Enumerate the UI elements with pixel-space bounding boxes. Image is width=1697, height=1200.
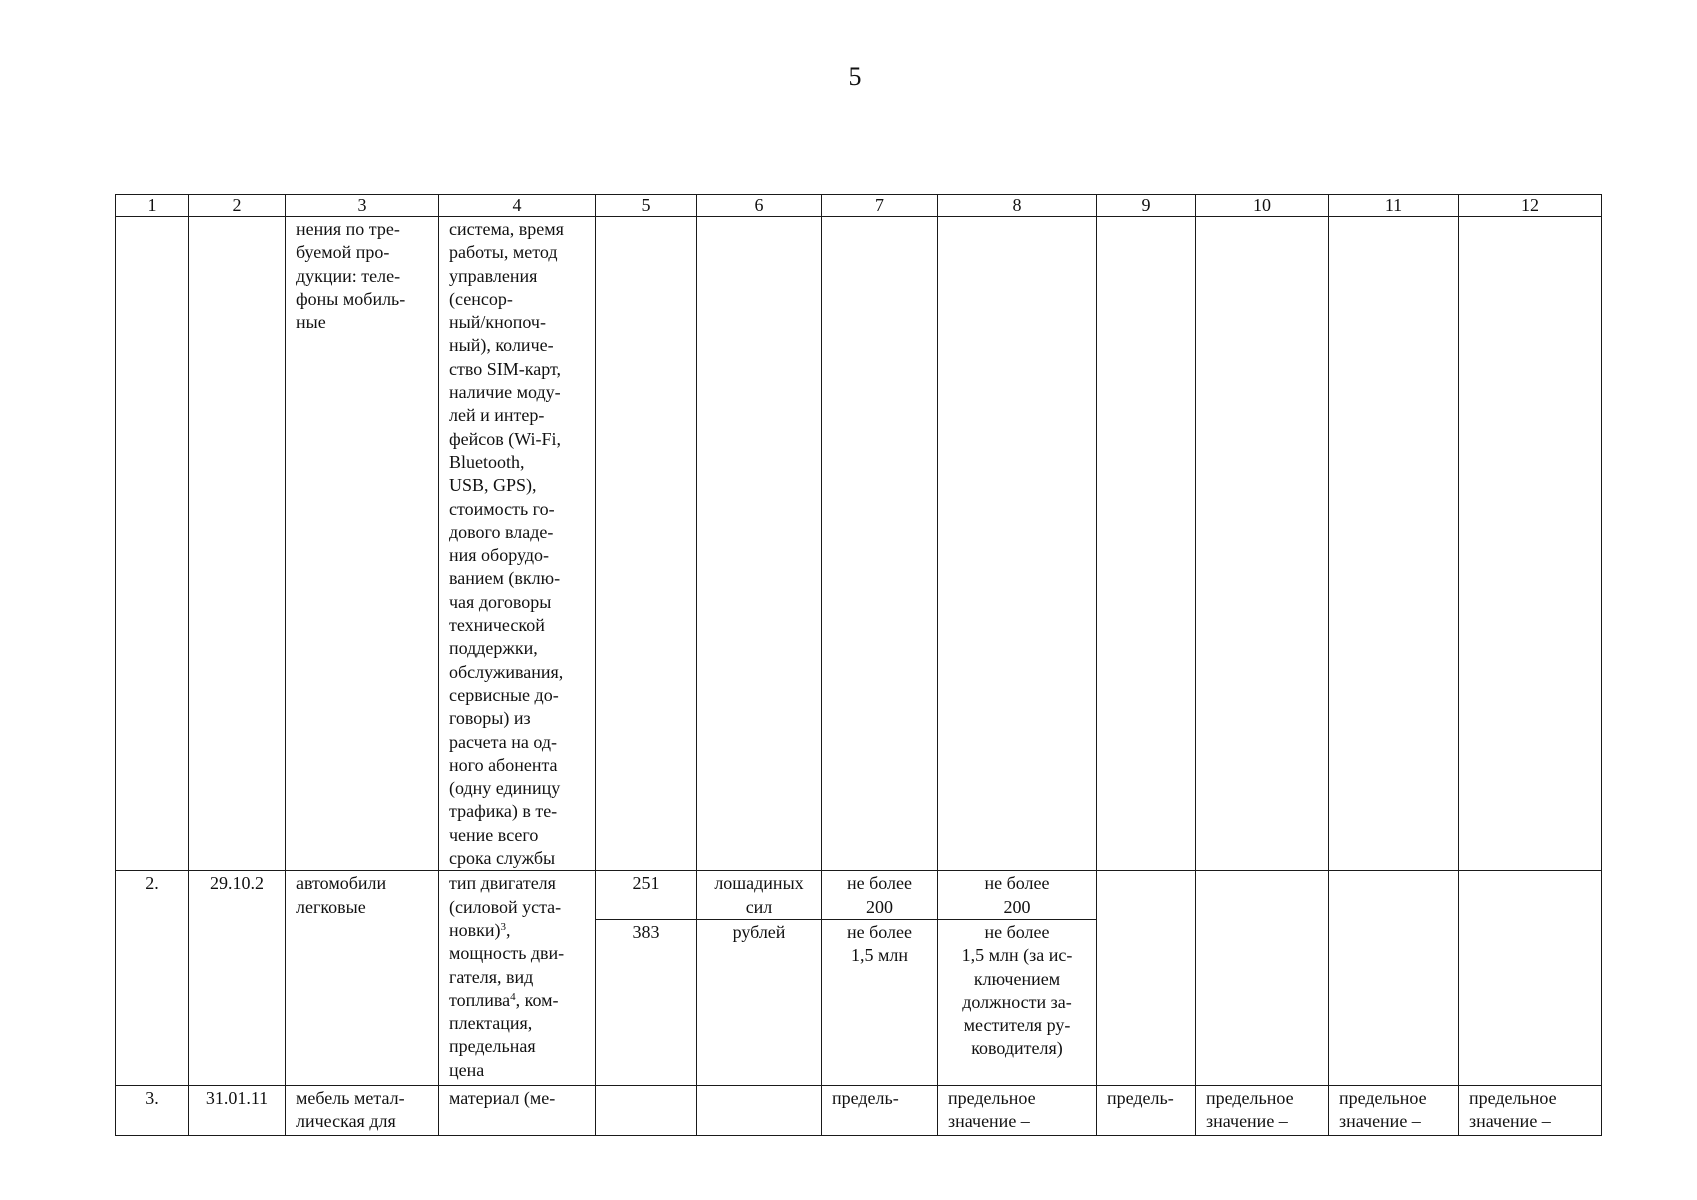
- header-cell: 10: [1196, 195, 1329, 217]
- cell-value: предельное значение –: [1196, 1085, 1329, 1135]
- cell-code: [189, 217, 286, 871]
- header-cell: 3: [286, 195, 439, 217]
- header-cell: 9: [1097, 195, 1196, 217]
- cell-num: [116, 217, 189, 871]
- cell-empty: [697, 217, 822, 871]
- cell-value: предель-: [822, 1085, 938, 1135]
- cell-empty: [697, 1085, 822, 1135]
- header-cell: 1: [116, 195, 189, 217]
- cell-empty: [938, 217, 1097, 871]
- cell-code: 29.10.2: [189, 871, 286, 1086]
- cell-empty: [1329, 871, 1459, 1086]
- footnote-ref: 3: [500, 920, 507, 933]
- cell-value: предельное значение –: [1459, 1085, 1602, 1135]
- header-cell: 12: [1459, 195, 1602, 217]
- cell-unit: лошадиных сил: [697, 871, 822, 920]
- cell-okei-code: 251: [596, 871, 697, 920]
- cell-name: нения по тре- буемой про- дукции: теле- фоны мобиль- ные: [286, 217, 439, 871]
- cell-empty: [1329, 217, 1459, 871]
- cell-value: не более 1,5 млн: [822, 919, 938, 1085]
- cell-value: предельное значение –: [938, 1085, 1097, 1135]
- cell-unit: рублей: [697, 919, 822, 1085]
- table-row-continuation: [116, 217, 1602, 871]
- header-cell: 7: [822, 195, 938, 217]
- page-number: 5: [848, 62, 862, 91]
- cell-name: мебель метал- лическая для: [286, 1085, 439, 1135]
- table-row-cars-power: [116, 871, 1602, 920]
- cell-value: предельное значение –: [1329, 1085, 1459, 1135]
- cell-empty: [1097, 217, 1196, 871]
- cell-value: не более 1,5 млн (за ис- ключением должности за- местителя ру- ководителя): [938, 919, 1097, 1085]
- cell-name: автомобили легковые: [286, 871, 439, 1086]
- cell-characteristics: [439, 871, 596, 1086]
- header-cell: 5: [596, 195, 697, 217]
- char-text-3: , ком- плектация, предельная цена: [449, 989, 559, 1080]
- cell-empty: [596, 217, 697, 871]
- cell-code: 31.01.11: [189, 1085, 286, 1135]
- specifications-table: [115, 194, 1602, 1136]
- table-row-furniture: [116, 1085, 1602, 1135]
- cell-empty: [1459, 871, 1602, 1086]
- header-row: [116, 195, 1602, 217]
- cell-num: 2.: [116, 871, 189, 1086]
- char-text-2: , мощность дви- гателя, вид топлива: [449, 919, 565, 1010]
- header-cell: 6: [697, 195, 822, 217]
- cell-empty: [1097, 871, 1196, 1086]
- cell-num: 3.: [116, 1085, 189, 1135]
- cell-value: предель-: [1097, 1085, 1196, 1135]
- cell-empty: [596, 1085, 697, 1135]
- cell-characteristics: материал (ме-: [439, 1085, 596, 1135]
- cell-empty: [1196, 217, 1329, 871]
- cell-empty: [1459, 217, 1602, 871]
- cell-okei-code: 383: [596, 919, 697, 1085]
- footnote-ref: 4: [510, 990, 516, 1003]
- cell-characteristics: система, время работы, метод управления (сенсор- ный/кнопоч- ный), количе- ство SIM-карт, наличие моду- лей и интер- фейсов (Wi-Fi, Bluetooth, USB, GPS), стоимость го- дового владе- ния оборудо- ванием (вклю- чая договоры технической поддержки, обслуживания, сервисные до- говоры) из расчета на од- ного абонента (одну единицу трафика) в те- чение всего срока службы: [439, 217, 596, 871]
- cell-empty: [1196, 871, 1329, 1086]
- header-cell: 8: [938, 195, 1097, 217]
- header-cell: 2: [189, 195, 286, 217]
- header-cell: 4: [439, 195, 596, 217]
- header-cell: 11: [1329, 195, 1459, 217]
- cell-value: не более 200: [938, 871, 1097, 920]
- char-text-1: тип двигателя (силовой уста- новки): [449, 873, 562, 940]
- cell-value: не более 200: [822, 871, 938, 920]
- cell-empty: [822, 217, 938, 871]
